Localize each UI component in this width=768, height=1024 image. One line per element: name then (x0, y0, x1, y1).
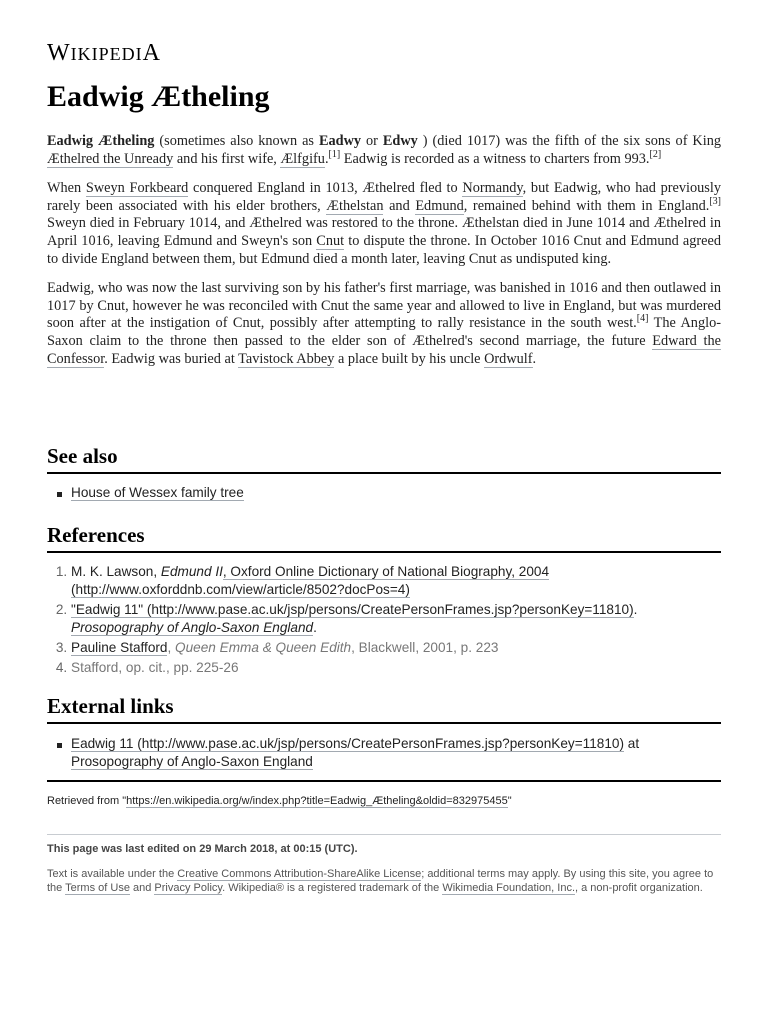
ref-text: , Blackwell, 2001, p. 223 (351, 640, 499, 655)
text: at (623, 736, 640, 751)
text: and his first wife, (173, 150, 281, 167)
reference-item (71, 659, 721, 677)
heading-external-links: External links (47, 694, 721, 724)
ref-text: Stafford, op. cit., pp. 225-26 (71, 660, 239, 675)
terms-link[interactable]: Terms of Use (65, 882, 130, 894)
see-also-list (47, 484, 721, 502)
article-body (47, 133, 721, 380)
logo-letter: W (47, 40, 71, 66)
link-edward-confessor[interactable]: Edward the Confessor (47, 332, 721, 367)
link-aethelred[interactable]: Æthelred the Unready (47, 150, 174, 167)
link-tavistock-abbey[interactable]: Tavistock Abbey (238, 350, 335, 367)
page-title: Eadwig Ætheling (47, 80, 270, 113)
text: ; additional terms may apply. By using this site, you agree to the (47, 868, 714, 894)
text: . Wikipedia® is a registered trademark of the (222, 882, 443, 894)
ref-text: . (633, 602, 638, 617)
paragraph-3 (47, 280, 721, 368)
ref-link-pase[interactable]: "Eadwig 11" (http://www.pase.ac.uk/jsp/persons/CreatePersonFrames.jsp?personKey=11810) (71, 602, 634, 617)
text: Sweyn died in February 1014, and Æthelred was restored to the throne. Æthelstan died in June 1014 and Æthelred in April 1016, leaving Edmund and Sweyn's son (47, 215, 721, 249)
link-house-of-wessex[interactable]: House of Wessex family tree (71, 485, 244, 500)
text: to dispute the throne. In October 1016 Cnut and Edmund agreed to divide England between them, but Edmund died a month later, leaving Cnut as undisputed king. (47, 232, 721, 267)
text: When (47, 180, 86, 197)
retrieved-from (47, 795, 512, 807)
references-list (47, 563, 721, 679)
intro-paragraph: Eadwig Ætheling (sometimes also known as Eadwy or Edwy ) (died 1017) was the fifth of the six sons of King Æthelred the Unready and his first wife, Ælfgifu.[1] Eadwig is recorded as a witness to charters from 993.[2] (47, 133, 722, 167)
text: Text is available under the (47, 868, 178, 880)
text: a place built by his uncle (334, 350, 485, 367)
text: Eadwig is recorded as a witness to charters from 993. (340, 150, 650, 167)
text: conquered England in 1013, Æthelred fled to (188, 180, 463, 197)
ref-text: . (313, 620, 317, 635)
divider (47, 834, 721, 835)
citation-2[interactable]: [2] (649, 148, 662, 160)
paragraph-2 (47, 180, 721, 268)
text: , remained behind with them in England. (463, 197, 710, 214)
logo-letters: IKIPEDI (70, 44, 143, 64)
text: " (507, 795, 512, 807)
link-normandy[interactable]: Normandy (462, 180, 523, 197)
link-aelfgifu[interactable]: Ælfgifu (280, 150, 325, 167)
citation-1[interactable]: [1] (328, 148, 341, 160)
text: , but Eadwig, who had previously rarely been associated with his elder brothers, (47, 180, 721, 214)
reference-item (71, 563, 721, 599)
wikipedia-logo[interactable] (47, 40, 161, 67)
ext-link-prosopography[interactable]: Prosopography of Anglo-Saxon England (71, 754, 313, 769)
privacy-link[interactable]: Privacy Policy (154, 882, 223, 894)
wikimedia-link[interactable]: Wikimedia Foundation, Inc. (442, 882, 576, 894)
last-edited: This page was last edited on 29 March 2018, at 00:15 (UTC). (47, 843, 358, 855)
reference-item (71, 601, 721, 637)
ref-text: , (167, 640, 176, 655)
text: Eadwig, who was now the last surviving son by his father's first marriage, was banished in 1016 and then outlawed in 1017 by Cnut, however he was reconciled with Cnut the same year and allowed to live in England, but was murdered soon after at the instigation of Cnut, possibly after attempting to rally resistance in the south west. (47, 280, 721, 332)
divider (47, 780, 721, 782)
retrieved-url-link[interactable]: https://en.wikipedia.org/w/index.php?title=Eadwig_Ætheling&oldid=832975455 (126, 795, 508, 807)
ref-link-pauline-stafford[interactable]: Pauline Stafford (71, 640, 168, 655)
link-sweyn[interactable]: Sweyn Forkbeard (85, 180, 189, 197)
text: Retrieved from " (47, 795, 127, 807)
logo-letter: A (142, 40, 161, 66)
text: . Eadwig was buried at (104, 350, 239, 367)
link-aethelstan[interactable]: Æthelstan (326, 197, 384, 214)
bold-term: Edwy (382, 133, 418, 149)
text: The Anglo-Saxon claim to the throne then passed to the elder son of Æthelred's second marriage, the future (47, 315, 721, 349)
ref-title: Queen Emma & Queen Edith (175, 640, 352, 655)
link-cnut[interactable]: Cnut (316, 232, 345, 249)
ext-link-pase[interactable]: Eadwig 11 (http://www.pase.ac.uk/jsp/persons/CreatePersonFrames.jsp?personKey=11810) (71, 736, 624, 751)
link-edmund[interactable]: Edmund (415, 197, 464, 214)
bold-term: Eadwig Ætheling (47, 133, 155, 149)
heading-references: References (47, 523, 721, 553)
ref-text: M. K. Lawson, (71, 564, 161, 579)
text: ) (died 1017) was the fifth of the six sons of King (417, 133, 722, 149)
text: and (129, 882, 155, 894)
reference-item (71, 639, 721, 657)
citation-3[interactable]: [3] (709, 196, 721, 208)
citation-4[interactable]: [4] (636, 313, 649, 325)
ref-link-oxforddnb[interactable]: , Oxford Online Dictionary of National Biography, 2004 (http://www.oxforddnb.com/view/article/8502?docPos=4) (71, 564, 550, 597)
license-link[interactable]: Creative Commons Attribution-ShareAlike License (177, 868, 422, 880)
link-ordwulf[interactable]: Ordwulf (484, 350, 533, 367)
list-item (47, 484, 721, 502)
ref-link-prosopography[interactable]: Prosopography of Anglo-Saxon England (71, 620, 314, 635)
text: (sometimes also known as (154, 133, 319, 149)
heading-see-also: See also (47, 444, 721, 474)
list-item (47, 735, 721, 771)
bold-term: Eadwy (318, 133, 362, 149)
text: . (532, 350, 537, 367)
external-links-list (47, 735, 721, 771)
license-text (47, 867, 721, 895)
text: , a non-profit organization. (575, 882, 703, 894)
ref-title: Edmund II (160, 564, 223, 579)
text: or (361, 133, 383, 149)
text: and (383, 197, 416, 214)
